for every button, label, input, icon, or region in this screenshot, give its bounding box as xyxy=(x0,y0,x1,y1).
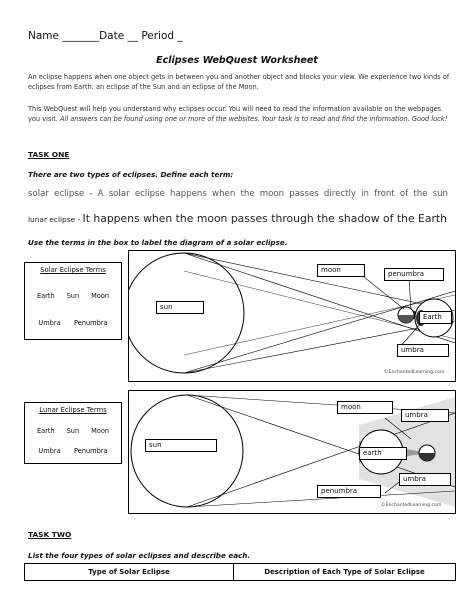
solar-label-earth[interactable]: Earth xyxy=(419,311,452,324)
solar-eclipse-types-table xyxy=(24,563,456,581)
task-one-heading: TASK ONE xyxy=(28,150,70,159)
lunar-terms-row-2 xyxy=(25,447,121,455)
term-penumbra: Penumbra xyxy=(74,447,108,455)
webquest-text: This WebQuest will help you understand why eclipses occur. You will need to read the information available on the webpages you visit. xyxy=(28,105,442,123)
lunar-eclipse-answer[interactable]: It happens when the moon passes through the shadow of the Earth xyxy=(82,212,447,225)
lunar-label-earth[interactable]: earth xyxy=(359,447,407,460)
lunar-terms-row-1 xyxy=(25,427,121,435)
table-header-description: Description of Each Type of Solar Eclipse xyxy=(264,568,425,576)
term-earth: Earth xyxy=(36,292,55,300)
lunar-terms-title: Lunar Eclipse Terms xyxy=(39,406,107,414)
term-sun: Sun xyxy=(66,427,80,435)
solar-label-penumbra[interactable]: penumbra xyxy=(384,268,444,281)
lunar-label-penumbra[interactable]: penumbra xyxy=(317,485,381,498)
term-moon: Moon xyxy=(91,427,110,435)
term-penumbra: Penumbra xyxy=(74,319,108,327)
term-umbra: Umbra xyxy=(38,447,61,455)
solar-terms-row-1 xyxy=(25,292,121,300)
solar-terms-row-2 xyxy=(25,319,121,327)
table-header-type: Type of Solar Eclipse xyxy=(25,564,234,580)
lunar-eclipse-diagram xyxy=(128,390,456,514)
lunar-label-umbra-top[interactable]: umbra xyxy=(401,409,449,422)
name-date-period-line: Name _______Date __ Period _ xyxy=(28,30,183,42)
webquest-paragraph xyxy=(28,105,453,124)
term-sun: Sun xyxy=(66,292,80,300)
solar-label-umbra[interactable]: umbra xyxy=(397,344,449,357)
lunar-terms-box xyxy=(24,402,122,464)
solar-label-moon[interactable]: moon xyxy=(317,264,365,277)
term-moon: Moon xyxy=(91,292,110,300)
webquest-italic-text: All answers can be found using one or more of the websites. Your task is to read and find the information. Good luck! xyxy=(60,114,448,123)
task-two-instruction: List the four types of solar eclipses and describe each. xyxy=(28,551,251,560)
solar-diagram-copyright: ©EnchantedLearning.com xyxy=(384,370,445,375)
define-instruction: There are two types of eclipses. Define each term: xyxy=(28,170,234,179)
lunar-label-umbra-bottom[interactable]: umbra xyxy=(399,473,451,486)
solar-terms-box xyxy=(24,262,122,340)
lunar-eclipse-definition[interactable] xyxy=(28,212,447,225)
diagram-instruction: Use the terms in the box to label the diagram of a solar eclipse. xyxy=(28,238,288,247)
lunar-eclipse-label: lunar eclipse - xyxy=(28,215,83,224)
solar-eclipse-definition[interactable]: solar eclipse - A solar eclipse happens when the moon passes directly in front of the sun xyxy=(28,189,448,199)
lunar-label-sun[interactable]: sun xyxy=(145,439,217,452)
solar-eclipse-diagram xyxy=(128,250,456,382)
task-two-heading: TASK TWO xyxy=(28,530,72,539)
worksheet-title: Eclipses WebQuest Worksheet xyxy=(156,55,318,66)
intro-paragraph: An eclipse happens when one object gets in between you and another object and blocks your view. We experience two kinds of eclipses from Earth: an eclipse of the Sun and an eclipse of the Moon. xyxy=(28,73,450,91)
solar-terms-title: Solar Eclipse Terms xyxy=(40,266,106,274)
lunar-label-moon[interactable]: moon xyxy=(337,401,393,414)
lunar-diagram-copyright: ©EnchantedLearning.com xyxy=(381,503,442,508)
term-earth: Earth xyxy=(36,427,55,435)
term-umbra: Umbra xyxy=(38,319,61,327)
solar-label-sun[interactable]: sun xyxy=(156,301,204,314)
